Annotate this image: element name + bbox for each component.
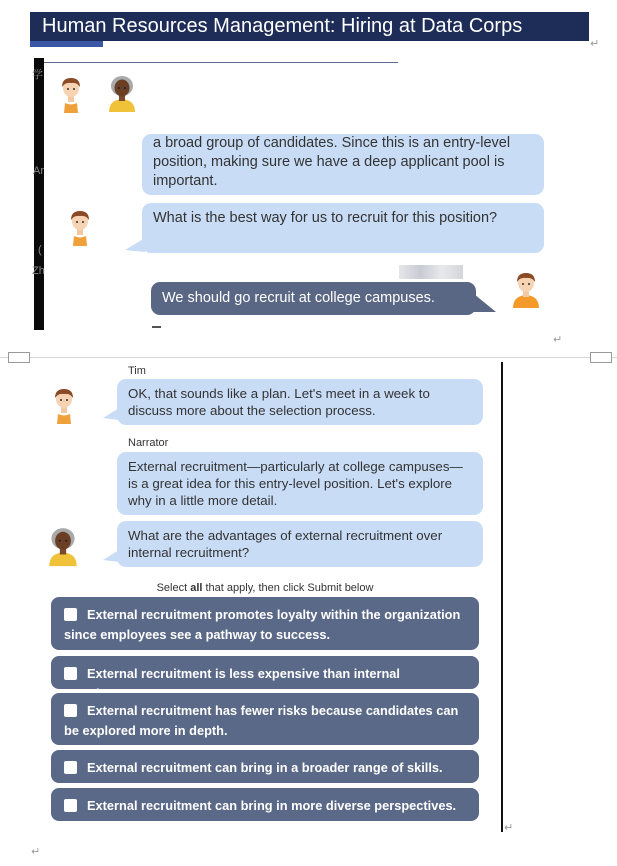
bubble-tail [474, 294, 496, 314]
paragraph-mark-icon: ↵ [504, 822, 514, 834]
instruction-text: Select all that apply, then click Submit below [156, 582, 374, 594]
chat-bubble: External recruitment—particularly at college campuses—is a great idea for this entry-level position. Let's explore why in a little more detail. [117, 452, 483, 515]
answer-option-1[interactable]: External recruitment promotes loyalty within the organization since employees see a pathway to success. [51, 597, 479, 650]
blurred-area [399, 265, 463, 279]
strip-glyph: Zh [32, 265, 45, 277]
paragraph-mark-icon: ↵ [31, 846, 41, 858]
bubble-tail [125, 238, 145, 252]
cursor-mark [152, 326, 161, 328]
speaker-label: Narrator [128, 437, 169, 449]
checkbox-icon[interactable] [64, 799, 77, 812]
speaker-label: Tim [128, 365, 146, 377]
page-title: Human Resources Management: Hiring at Data Corps [42, 15, 523, 37]
answer-option-5[interactable]: External recruitment can bring in more diverse perspectives. [51, 788, 479, 821]
strip-glyph: ( [38, 244, 42, 256]
tim-avatar [53, 73, 89, 113]
page-separator [0, 357, 617, 358]
answer-option-2[interactable]: External recruitment is less expensive than internal [51, 656, 479, 689]
checkbox-icon[interactable] [64, 704, 77, 717]
paragraph-mark-icon: ↵ [590, 38, 600, 50]
chat-bubble: OK, that sounds like a plan. Let's meet in a week to discuss more about the selection process. [117, 379, 483, 425]
sidebar-strip [34, 58, 44, 330]
paragraph-mark-icon: ↵ [553, 334, 563, 346]
tim-avatar [46, 384, 82, 424]
user-reply-bubble: We should go recruit at college campuses. [151, 282, 476, 315]
strip-glyph: 学 [32, 69, 43, 81]
answer-option-3[interactable]: External recruitment has fewer risks because candidates can be explored more in depth. [51, 693, 479, 745]
checkbox-icon[interactable] [64, 761, 77, 774]
tim-avatar [62, 206, 98, 246]
bubble-tail [103, 408, 119, 420]
chat-bubble: a broad group of candidates. Since this is an entry-level position, making sure we have a deep applicant pool is important. [142, 134, 544, 195]
bubble-tail [103, 550, 119, 562]
title-underline [30, 41, 103, 47]
chat-bubble: What is the best way for us to recruit for this position? [142, 203, 544, 253]
answer-option-4[interactable]: External recruitment can bring in a broader range of skills. [51, 750, 479, 783]
checkbox-icon[interactable] [64, 608, 77, 621]
narrator-avatar [104, 72, 140, 112]
checkbox-icon[interactable] [64, 667, 77, 680]
separator-handle [590, 352, 612, 363]
strip-glyph: Ar [33, 165, 44, 177]
user-avatar [508, 268, 544, 308]
divider [38, 62, 398, 63]
separator-handle [8, 352, 30, 363]
question-bubble: What are the advantages of external recruitment over internal recruitment? [117, 521, 483, 567]
narrator-avatar [44, 523, 82, 567]
scroll-edge [501, 362, 503, 832]
